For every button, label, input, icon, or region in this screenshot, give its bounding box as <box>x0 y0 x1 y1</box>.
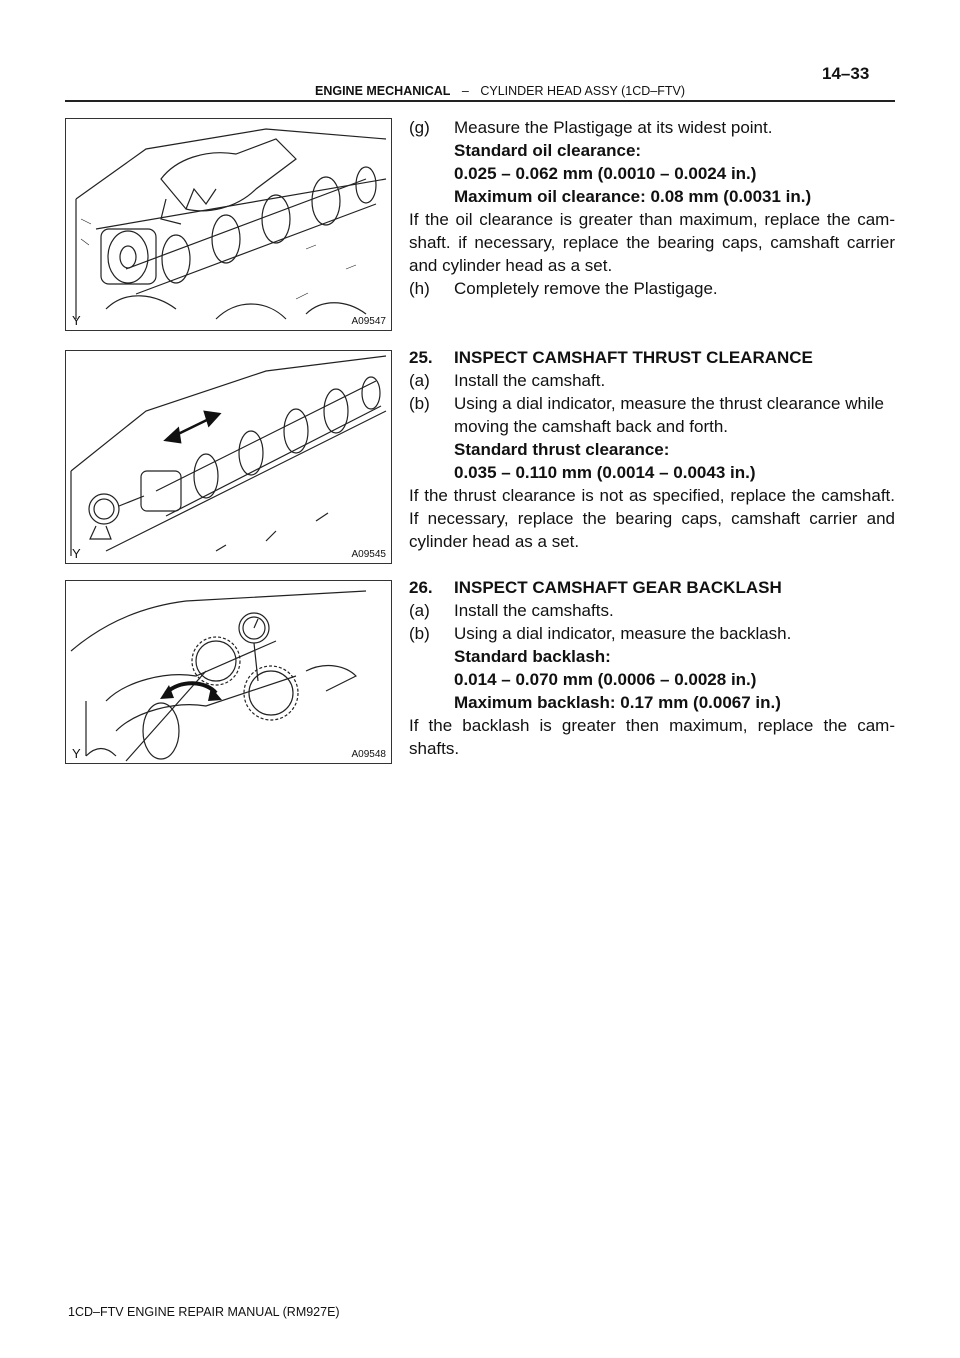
note-line: If the oil clearance is greater than maximum, replace the cam- <box>409 210 895 229</box>
step-text: Measure the Plastigage at its widest point. <box>454 118 773 137</box>
spec-maximum: Maximum oil clearance: 0.08 mm (0.0031 in.) <box>454 187 812 206</box>
page-number: 14–33 <box>822 64 870 83</box>
figure-orientation-mark: Y <box>72 313 81 328</box>
subsection-title: CYLINDER HEAD ASSY (1CD–FTV) <box>480 84 686 98</box>
step-text: Install the camshaft. <box>454 371 606 390</box>
header-rule <box>65 100 895 102</box>
figure-code: A09545 <box>351 549 386 560</box>
note-line: If the backlash is greater then maximum, replace the cam- <box>409 716 895 735</box>
section-title: INSPECT CAMSHAFT GEAR BACKLASH <box>454 578 782 597</box>
step-text: Completely remove the Plastigage. <box>454 279 718 298</box>
spec-value: 0.014 – 0.070 mm (0.0006 – 0.0028 in.) <box>454 670 757 689</box>
note-line: and cylinder head as a set. <box>409 256 613 275</box>
step-a <box>409 599 895 622</box>
figure-gear-backlash-illustration <box>65 580 392 764</box>
step-h <box>409 277 895 300</box>
step-b <box>409 392 895 415</box>
spec-value: 0.035 – 0.110 mm (0.0014 – 0.0043 in.) <box>454 463 756 482</box>
section-number: 26. <box>409 578 433 597</box>
step-label: (a) <box>409 601 430 620</box>
running-header <box>315 84 685 98</box>
page-footer: 1CD–FTV ENGINE REPAIR MANUAL (RM927E) <box>68 1305 340 1319</box>
section-number: 25. <box>409 348 433 367</box>
step-label: (a) <box>409 371 430 390</box>
step-b <box>409 622 895 645</box>
note-line: shaft. if necessary, replace the bearing caps, camshaft carrier <box>409 233 895 252</box>
spec-maximum: Maximum backlash: 0.17 mm (0.0067 in.) <box>454 693 781 712</box>
section-heading <box>409 346 895 369</box>
figure-code: A09548 <box>351 749 386 760</box>
step-text: Using a dial indicator, measure the backlash. <box>454 624 792 643</box>
figure-plastigage-illustration <box>65 118 392 331</box>
spec-title: Standard thrust clearance: <box>454 440 670 459</box>
figure-code: A09547 <box>351 316 386 327</box>
step-label: (h) <box>409 279 430 298</box>
note-line: shafts. <box>409 739 460 758</box>
step-text: Using a dial indicator, measure the thrust clearance while <box>454 394 884 413</box>
step-text: Install the camshafts. <box>454 601 614 620</box>
step-text-continued: moving the camshaft back and forth. <box>454 417 729 436</box>
step-g <box>409 116 895 139</box>
figure-orientation-mark: Y <box>72 546 81 561</box>
figure-thrust-clearance-illustration <box>65 350 392 564</box>
note-line: If necessary, replace the bearing caps, camshaft carrier and <box>409 509 895 528</box>
note-line: cylinder head as a set. <box>409 532 580 551</box>
spec-title: Standard backlash: <box>454 647 611 666</box>
spec-title: Standard oil clearance: <box>454 141 642 160</box>
step-label: (b) <box>409 394 430 413</box>
figure-orientation-mark: Y <box>72 746 81 761</box>
step-label: (g) <box>409 118 430 137</box>
step-a <box>409 369 895 392</box>
section-title: INSPECT CAMSHAFT THRUST CLEARANCE <box>454 348 813 367</box>
section-heading <box>409 576 895 599</box>
spec-value: 0.025 – 0.062 mm (0.0010 – 0.0024 in.) <box>454 164 757 183</box>
section-title: ENGINE MECHANICAL <box>315 84 451 98</box>
header-separator: – <box>461 84 469 98</box>
note-line: If the thrust clearance is not as specified, replace the camshaft. <box>409 486 895 505</box>
step-label: (b) <box>409 624 430 643</box>
